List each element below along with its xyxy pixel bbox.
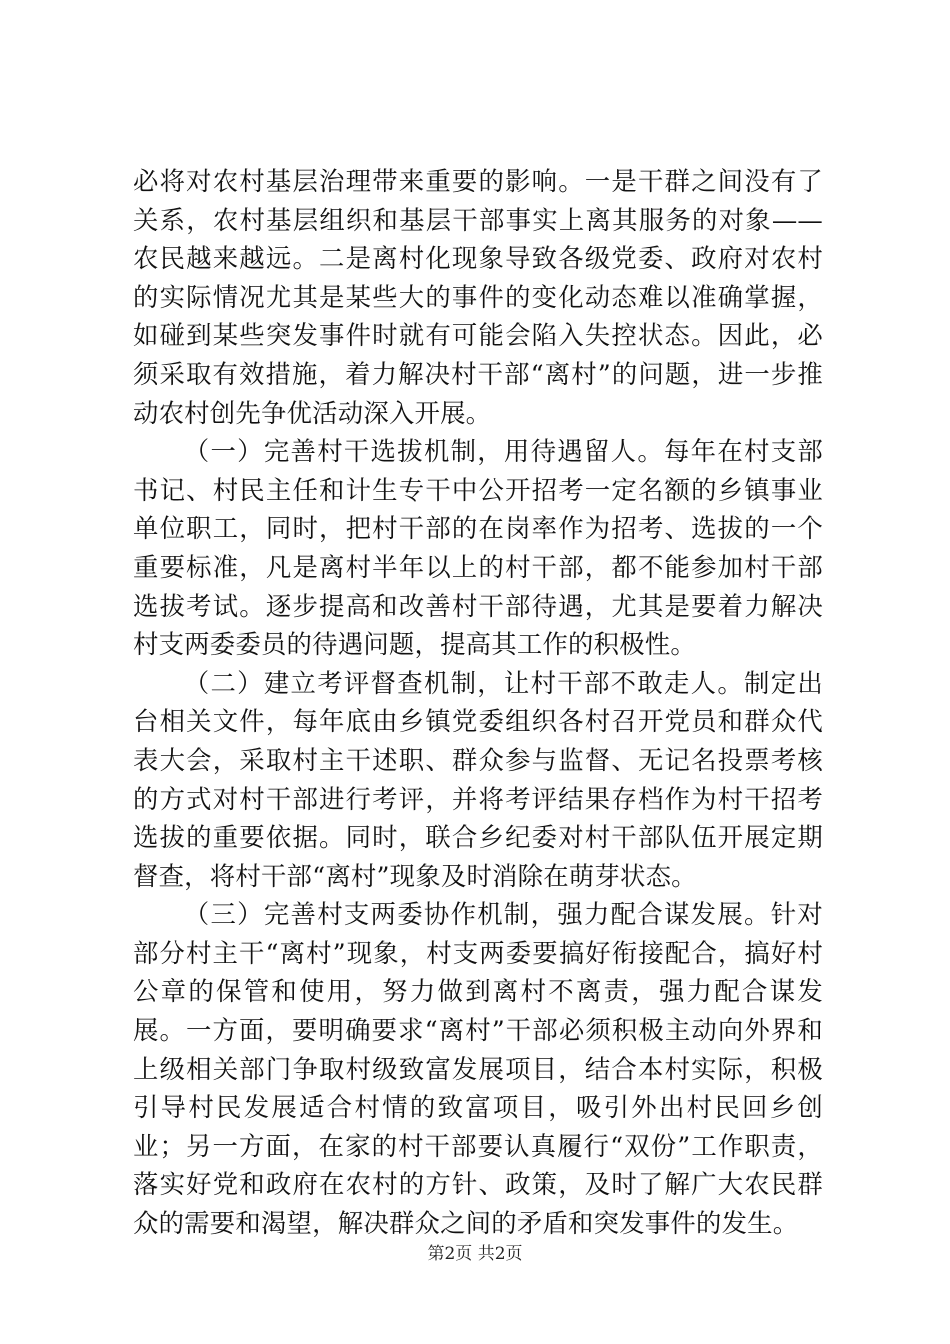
paragraph-measure-1: （一）完善村干选拔机制，用待遇留人。每年在村支部书记、村民主任和计生专干中公开招考一定名额的乡镇事业单位职工，同时，把村干部的在岗率作为招考、选拔的一个重要标准，凡是离村半年以上的村干部，都不能参加村干部选拔考试。逐步提高和改善村干部待遇，尤其是要着力解决村支两委委员的待遇问题，提高其工作的积极性。 bbox=[133, 436, 823, 660]
paragraph-measure-3: （三）完善村支两委协作机制，强力配合谋发展。针对部分村主干“离村”现象，村支两委要搞好衔接配合，搞好村公章的保管和使用，努力做到离村不离责，强力配合谋发展。一方面，要明确要求“离村”干部必须积极主动向外界和上级相关部门争取村级致富发展项目，结合本村实际，积极引导村民发展适合村情的致富项目，吸引外出村民回乡创业；另一方面，在家的村干部要认真履行“双份”工作职责，落实好党和政府在农村的方针、政策，及时了解广大农民群众的需要和渴望，解决群众之间的矛盾和突发事件的发生。 bbox=[133, 899, 823, 1239]
paragraph-measure-2: （二）建立考评督查机制，让村干部不敢走人。制定出台相关文件，每年底由乡镇党委组织各村召开党员和群众代表大会，采取村主干述职、群众参与监督、无记名投票考核的方式对村干部进行考评，并将考评结果存档作为村干招考选拔的重要依据。同时，联合乡纪委对村干部队伍开展定期督查，将村干部“离村”现象及时消除在萌芽状态。 bbox=[133, 667, 823, 891]
document-body bbox=[133, 162, 823, 1243]
paragraph-continuation: 必将对农村基层治理带来重要的影响。一是干群之间没有了关系，农村基层组织和基层干部事实上离其服务的对象——农民越来越远。二是离村化现象导致各级党委、政府对农村的实际情况尤其是某些大的事件的变化动态难以准确掌握，如碰到某些突发事件时就有可能会陷入失控状态。因此，必须采取有效措施，着力解决村干部“离村”的问题，进一步推动农村创先争优活动深入开展。 bbox=[133, 166, 823, 428]
page-number-footer: 第2页 共2页 bbox=[427, 1244, 523, 1264]
